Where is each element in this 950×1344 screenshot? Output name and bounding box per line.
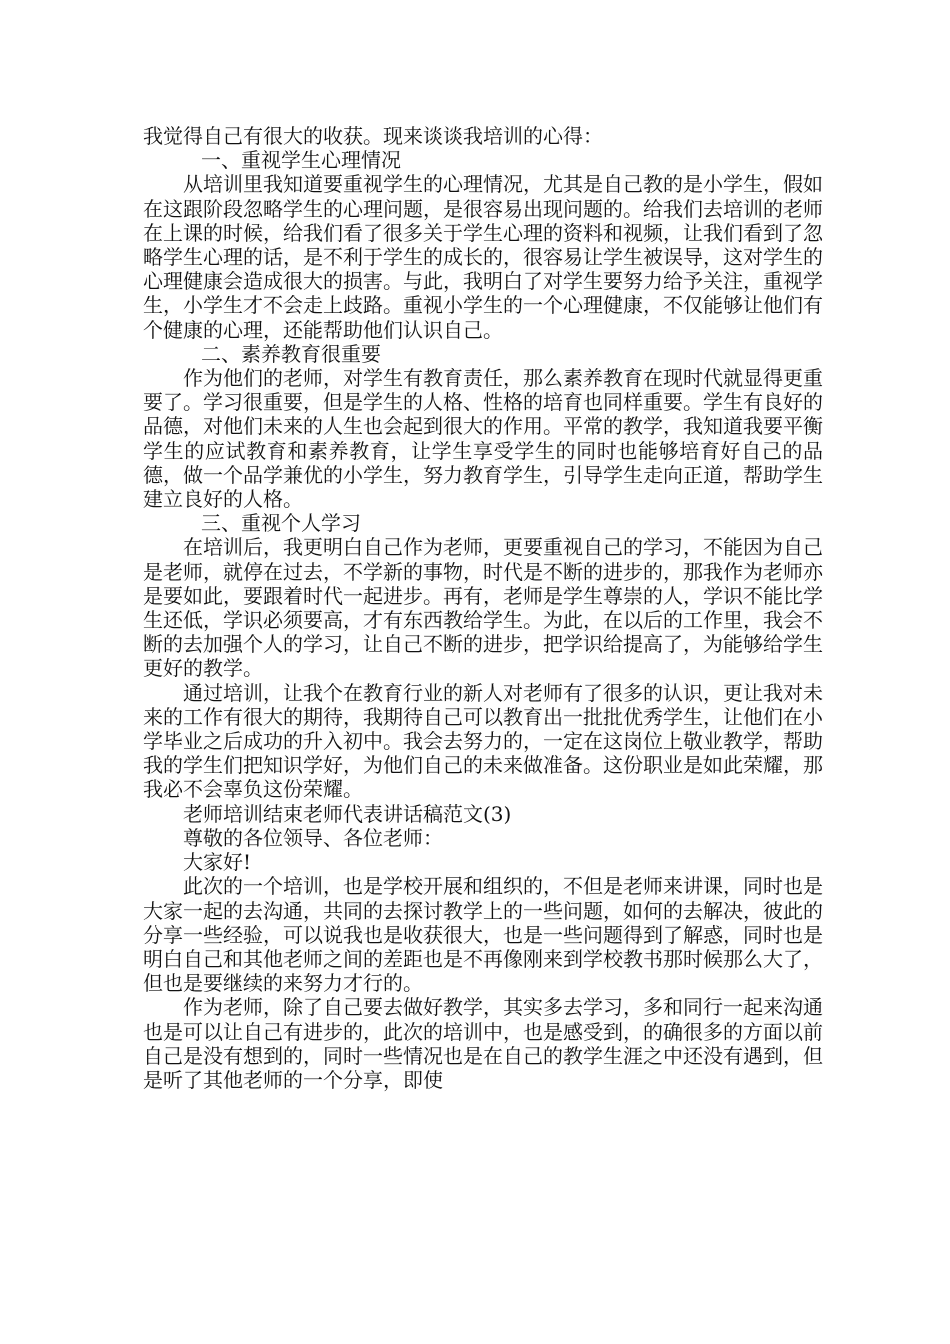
paragraph-training-overview: 此次的一个培训，也是学校开展和组织的，不但是老师来讲课，同时也是大家一起的去沟通，共同的去探讨教学上的一些问题，如何的去解决，彼此的分享一些经验，可以说我也是收获很大，也是一些问题得到了解惑，同时也是明白自己和其他老师之间的差距也是不再像刚来到学校教书那时候那么大了，但也是要继续的来努力才行的。: [143, 874, 823, 996]
section-heading-3: 三、重视个人学习: [201, 511, 361, 536]
document-subtitle: 老师培训结束老师代表讲话稿范文(3): [183, 801, 512, 826]
paragraph-personal-learning: 在培训后，我更明白自己作为老师，更要重视自己的学习，不能因为自己是老师，就停在过去，不学新的事物，时代是不断的进步的，那我作为老师亦是要如此，要跟着时代一起进步。再有，老师是学生尊崇的人，学识不能比学生还低，学识必须要高，才有东西教给学生。为此，在以后的工作里，我会不断的去加强个人的学习，让自己不断的进步，把学识给提高了，为能够给学生更好的教学。: [143, 535, 823, 681]
paragraph-teacher-role: 作为老师，除了自己要去做好教学，其实多去学习，多和同行一起来沟通也是可以让自己有进步的，此次的培训中，也是感受到，的确很多的方面以前自己是没有想到的，同时一些情况也是在自己的教学生涯之中还没有遇到，但是听了其他老师的一个分享，即使: [143, 995, 823, 1092]
paragraph-conclusion: 通过培训，让我个在教育行业的新人对老师有了很多的认识，更让我对未来的工作有很大的期待，我期待自己可以教育出一批批优秀学生，让他们在小学毕业之后成功的升入初中。我会去努力的，一定在这岗位上敬业教学，帮助我的学生们把知识学好，为他们自己的未来做准备。这份职业是如此荣耀，那我必不会辜负这份荣耀。: [143, 680, 823, 802]
greeting: 大家好!: [183, 850, 252, 875]
paragraph-quality-education: 作为他们的老师，对学生有教育责任，那么素养教育在现时代就显得更重要了。学习很重要，但是学生的人格、性格的培育也同样重要。学生有良好的品德，对他们未来的人生也会起到很大的作用。平常的教学，我知道我要平衡学生的应试教育和素养教育，让学生享受学生的同时也能够培育好自己的品德，做一个品学兼优的小学生，努力教育学生，引导学生走向正道，帮助学生建立良好的人格。: [143, 366, 823, 512]
section-heading-1: 一、重视学生心理情况: [201, 148, 401, 173]
document-body: [143, 124, 823, 1092]
paragraph-psychology: 从培训里我知道要重视学生的心理情况，尤其是自己教的是小学生，假如在这跟阶段忽略学生的心理问题，是很容易出现问题的。给我们去培训的老师在上课的时候，给我们看了很多关于学生心理的资料和视频，让我们看到了忽略学生心理的话，是不利于学生的成长的，很容易让学生被误导，这对学生的心理健康会造成很大的损害。与此，我明白了对学生要努力给予关注，重视学生，小学生才不会走上歧路。重视小学生的一个心理健康，不仅能够让他们有个健康的心理，还能帮助他们认识自己。: [143, 172, 823, 342]
salutation: 尊敬的各位领导、各位老师：: [183, 825, 443, 850]
section-heading-2: 二、素养教育很重要: [201, 341, 381, 366]
paragraph-intro: 我觉得自己有很大的收获。现来谈谈我培训的心得：: [143, 124, 603, 148]
